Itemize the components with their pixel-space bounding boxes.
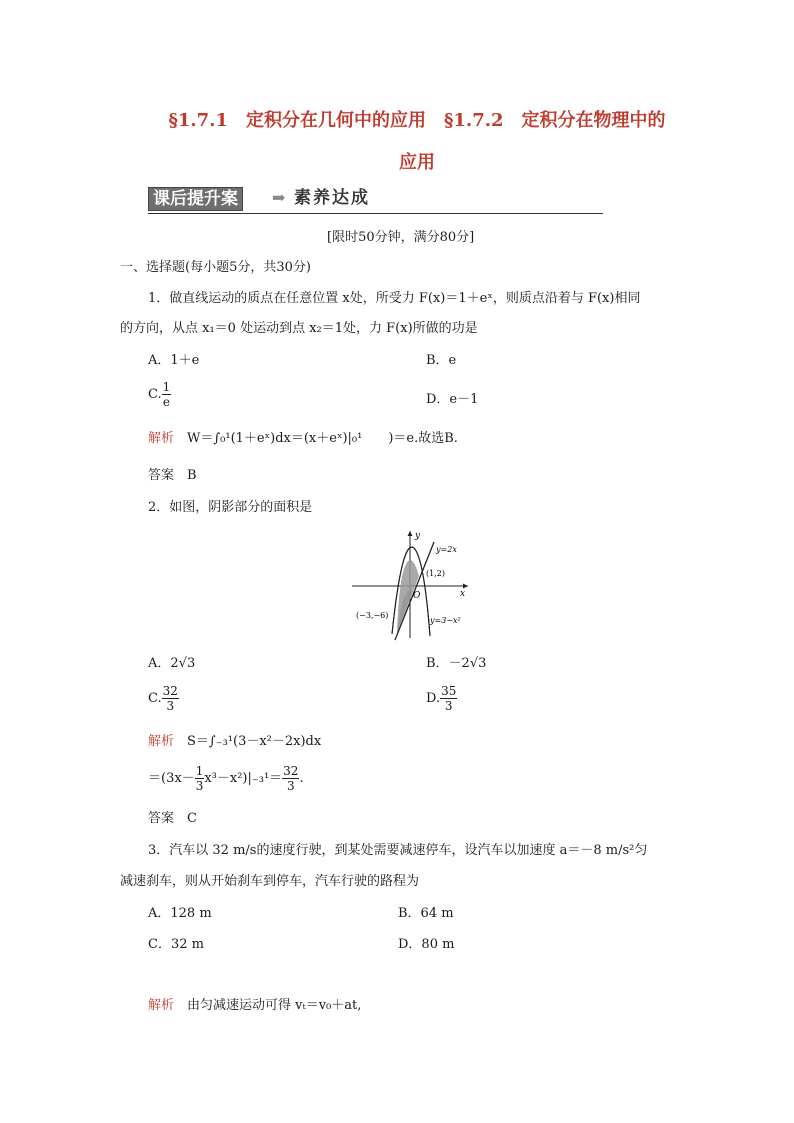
curve-label: y=3−x² [430,616,461,625]
q2-answer [148,810,197,828]
y-axis-label: y [415,531,421,541]
question-1-line2: 的方向，从点 x₁＝0 处运动到点 x₂＝1处，力 F(x)所做的功是 [120,321,478,336]
q1-option-a: A．1＋e [148,353,200,368]
time-limit: [限时50分钟，满分80分] [327,230,475,245]
analysis-text: 由匀减速运动可得 vₜ＝v₀＋at, [187,998,362,1013]
fraction [195,764,205,793]
line-label: y=2x [436,545,457,554]
q3-option-b: B．64 m [398,906,454,921]
banner-box-label: 课后提升案 [148,187,243,211]
fraction-denominator: e [162,395,170,409]
fraction [162,380,172,409]
fraction-numerator: 32 [283,764,299,778]
q1-option-c-prefix: C. [148,387,162,402]
origin-label: O [413,591,421,601]
q3-option-c: C．32 m [148,937,204,952]
analysis-label: 解析 [148,431,175,446]
q3-analysis [148,997,361,1015]
function-graph [350,528,475,643]
fraction-numerator: 1 [162,380,171,394]
q3-option-d: D．80 m [398,937,455,952]
analysis-text: S＝∫₋₃¹(3－x²－2x)dx [187,734,322,749]
q1-option-b: B．e [426,353,457,368]
fraction-numerator: 1 [195,764,204,778]
analysis-label: 解析 [148,998,175,1013]
question-3-line1: 3．汽车以 32 m/s的速度行驶，到某处需要减速停车，设汽车以加速度 a＝－8 m/s²匀 [148,843,648,858]
fraction-denominator: 3 [166,699,175,713]
analysis-text: W＝∫₀¹(1＋eˣ)dx＝(x＋eˣ)|₀¹ )＝e.故选B. [187,431,458,446]
fraction-denominator: 3 [195,779,204,793]
analysis-label: 解析 [148,734,175,749]
page-title-continued: 应用 [399,152,435,173]
q1-analysis [148,430,458,448]
q1-answer [148,467,197,485]
analysis-part: ＝(3x－ [148,771,195,786]
page-title: §1.7.1 定积分在几何中的应用 §1.7.2 定积分在物理中的 [168,110,666,131]
analysis-part: x³－x²)|₋₃¹＝ [204,771,283,786]
q2-option-b: B．－2√3 [426,656,487,671]
divider [148,213,603,214]
analysis-part: . [299,771,304,786]
banner-text: 素养达成 [294,188,370,208]
q2-analysis-line2 [148,764,304,793]
fraction-denominator: 3 [286,779,295,793]
fraction-numerator: 32 [162,684,178,698]
q2-analysis-line1 [148,733,321,751]
point-label-intersection-2: (−3,−6) [356,611,389,620]
question-2-stem: 2．如图，阴影部分的面积是 [148,500,313,515]
q2-option-a: A．2√3 [148,656,196,671]
q2-option-d-prefix: D. [426,691,441,706]
section-heading: 一、选择题(每小题5分，共30分) [120,260,311,275]
point-label-intersection-1: (1,2) [426,569,445,578]
q1-option-d: D．e－1 [426,392,479,407]
q3-option-a: A．128 m [148,906,212,921]
fraction [162,684,179,713]
question-3-line2: 减速刹车，则从开始刹车到停车，汽车行驶的路程为 [120,874,420,889]
q2-option-d [426,684,457,713]
arrow-right-icon: ➡ [272,188,286,207]
q1-option-c [148,380,171,409]
y-axis-arrow-icon [408,531,413,536]
section-banner [148,185,603,215]
fraction-denominator: 3 [444,699,453,713]
answer-label: 答案 [148,811,175,826]
x-axis-label: x [460,589,466,599]
x-axis-arrow-icon [463,584,468,589]
answer-label: 答案 [148,468,175,483]
fraction [282,764,299,793]
q2-option-c [148,684,179,713]
q2-option-c-prefix: C. [148,691,162,706]
fraction-numerator: 35 [441,684,457,698]
fraction [440,684,457,713]
answer-value: B [187,468,197,483]
question-1-line1: 1．做直线运动的质点在任意位置 x处，所受力 F(x)＝1＋eˣ，则质点沿着与 F(x)相同 [148,291,641,306]
answer-value: C [187,811,197,826]
